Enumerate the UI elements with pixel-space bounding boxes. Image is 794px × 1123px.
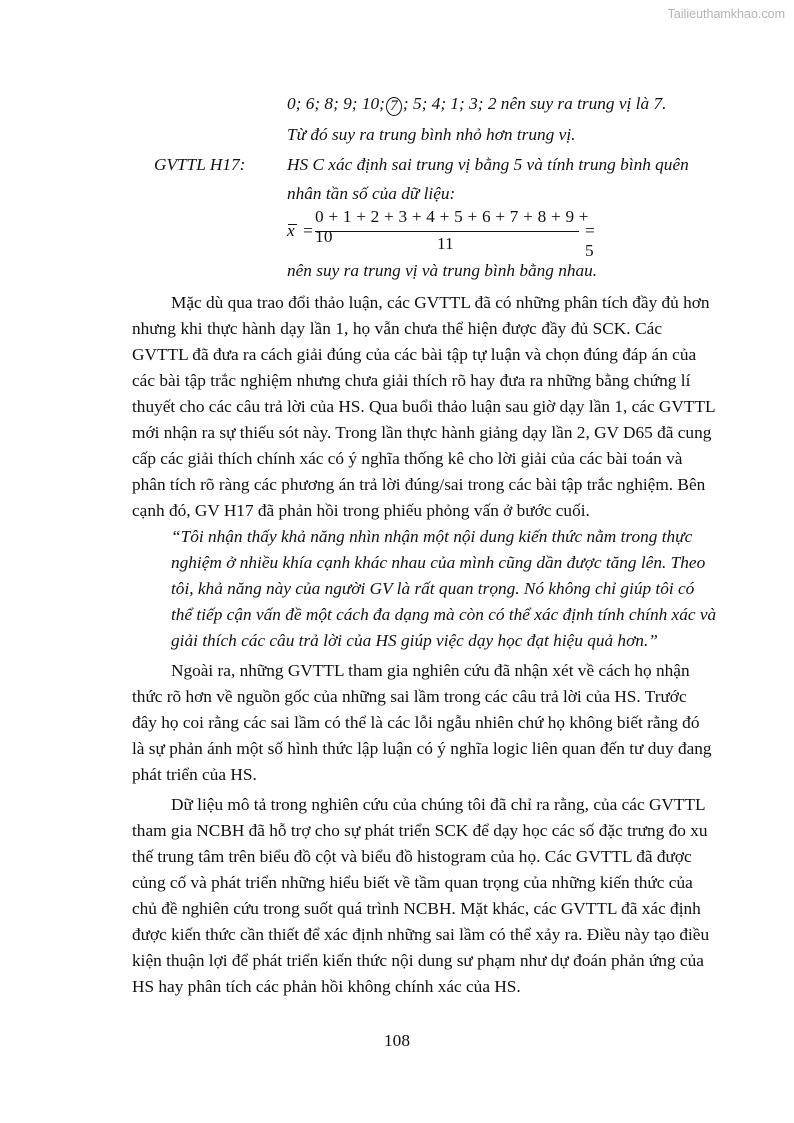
watermark-text: Tailieuthamkhao.com: [667, 7, 785, 21]
para2-line: Ngoài ra, những GVTTL tham gia nghiên cứu đã nhận xét về cách họ nhận: [171, 661, 690, 680]
formula-result: = 5: [585, 221, 595, 260]
para1-line: nhưng khi thực hành dạy lần 1, họ vẫn chưa thể hiện được đầy đủ SCK. Các: [132, 319, 662, 338]
para1-line: các bài tập trắc nghiệm nhưng chưa giải thích rõ hay đưa ra những bằng chứng lí: [132, 371, 691, 390]
mean-formula: [287, 207, 607, 260]
sequence-part-1: 0; 6; 8; 9; 10;: [287, 94, 385, 113]
para1-line: Mặc dù qua trao đổi thảo luận, các GVTTL đã có những phân tích đầy đủ hơn: [171, 293, 710, 312]
para1-line: cấp các giải thích chính xác có ý nghĩa thống kê cho lời giải của các bài toán và: [132, 449, 683, 468]
quote-line: thể tiếp cận vấn đề một cách đa dạng mà còn có thể xác định tính chính xác và: [171, 605, 717, 624]
quote-line: tôi, khả năng này của người GV là rất quan trọng. Nó không chỉ giúp tôi có: [171, 579, 695, 598]
para3-line: HS hay phân tích các phản hồi không chính xác của HS.: [132, 977, 521, 996]
speaker-label: GVTTL H17:: [154, 155, 246, 174]
para3-line: Dữ liệu mô tả trong nghiên cứu của chúng tôi đã chỉ ra rằng, của các GVTTL: [171, 795, 706, 814]
h17-line-1: HS C xác định sai trung vị bằng 5 và tính trung bình quên: [287, 155, 689, 174]
formula-denominator: 11: [437, 234, 454, 253]
data-sequence-line: [287, 93, 666, 116]
para2-line: đây họ coi rằng các sai lầm có thể là các lỗi ngẫu nhiên chứ họ không biết rằng đó: [132, 713, 700, 732]
quote-line: “Tôi nhận thấy khả năng nhìn nhận một nội dung kiến thức nằm trong thực: [171, 527, 693, 546]
conclusion-line: Từ đó suy ra trung bình nhỏ hơn trung vị.: [287, 125, 576, 144]
para1-line: cạnh đó, GV H17 đã phản hồi trong phiếu phỏng vấn ở bước cuối.: [132, 501, 590, 520]
page-number: 108: [384, 1031, 410, 1050]
para1-line: thuyết cho các câu trả lời của HS. Qua buổi thảo luận sau giờ dạy lần 1, các GVTTL: [132, 397, 716, 416]
quote-line: nghiệm ở nhiều khía cạnh khác nhau của mình cũng dần được tăng lên. Theo: [171, 553, 706, 572]
formula-numerator: 0 + 1 + 2 + 3 + 4 + 5 + 6 + 7 + 8 + 9 + 10: [315, 207, 589, 246]
h17-line-3: nên suy ra trung vị và trung bình bằng nhau.: [287, 261, 598, 280]
para3-line: được kiến thức cần thiết để xác định những sai lầm có thể xảy ra. Điều này tạo điều: [132, 925, 710, 944]
sequence-part-2: ; 5; 4; 1; 3; 2 nên suy ra trung vị là 7.: [402, 94, 667, 113]
para1-line: phân tích rõ ràng các phương án trả lời đúng/sai trong các bài tập trắc nghiệm. Bên: [132, 475, 706, 494]
para3-line: tham gia NCBH đã hỗ trợ cho sự phát triển SCK để dạy học các số đặc trưng đo xu: [132, 821, 708, 840]
para3-line: thế trung tâm trên biểu đồ cột và biểu đồ histogram của họ. Các GVTTL đã được: [132, 847, 692, 866]
fraction-line: [315, 231, 579, 232]
para1-line: mới nhận ra sự thiếu sót này. Trong lần thực hành giảng dạy lần 2, GV D65 đã cung: [132, 423, 712, 442]
h17-line-2: nhân tần số của dữ liệu:: [287, 184, 456, 203]
quote-line: giải thích các câu trả lời của HS giúp việc dạy học đạt hiệu quả hơn.”: [171, 631, 658, 650]
para2-line: là sự phản ánh một số hình thức lập luận có ý nghĩa logic liên quan đến tư duy đang: [132, 739, 712, 758]
para1-line: GVTTL đã đưa ra cách giải đúng của các bài tập tự luận và chọn đúng đáp án của: [132, 345, 697, 364]
formula-equals: =: [302, 221, 314, 240]
para3-line: chủ đề nghiên cứu trong suốt quá trình NCBH. Mặt khác, các GVTTL đã xác định: [132, 899, 701, 918]
formula-variable: x: [287, 221, 295, 241]
para3-line: củng cố và phát triển những hiểu biết về tầm quan trọng của những kiến thức của: [132, 873, 693, 892]
para2-line: thức rõ hơn về nguồn gốc của những sai lầm trong các câu trả lời của HS. Trước: [132, 687, 687, 706]
para3-line: kiện thuận lợi để phát triển kiến thức nội dung sư phạm như dự đoán phản ứng của: [132, 951, 704, 970]
para2-line: phát triển của HS.: [132, 765, 257, 784]
circled-median-value: 7: [386, 97, 402, 116]
